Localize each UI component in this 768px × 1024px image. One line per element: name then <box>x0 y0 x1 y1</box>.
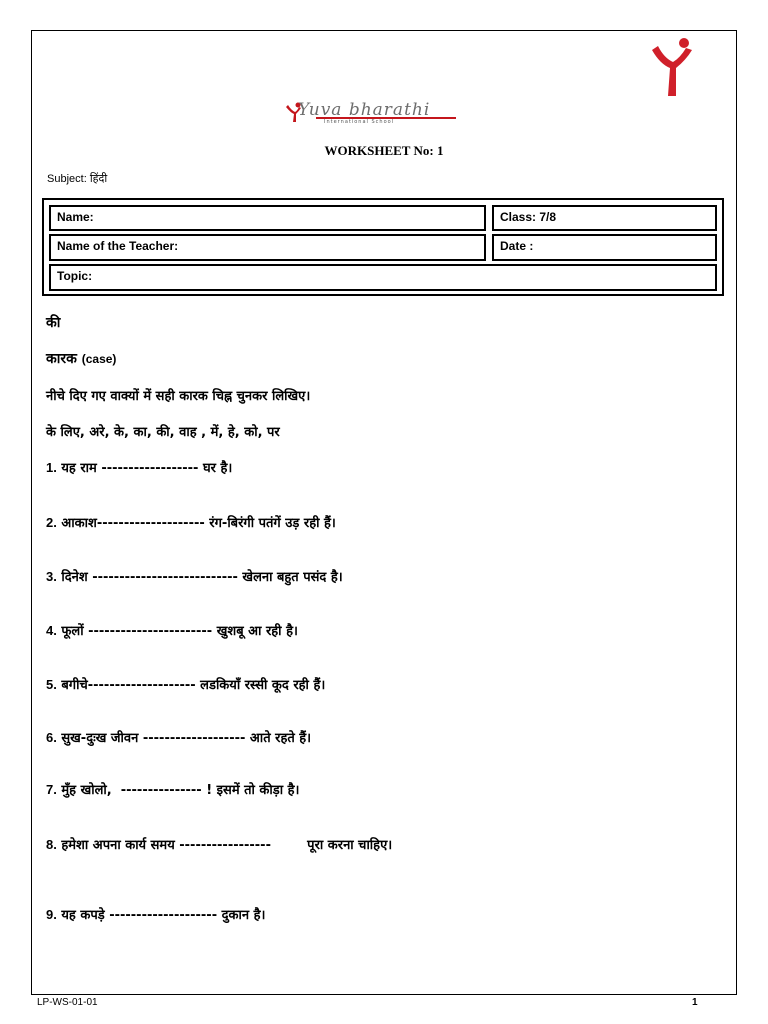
question-number: 5. <box>46 677 57 692</box>
question-1 <box>46 458 232 476</box>
question-text: आकाश-------------------- रंग-बिरंगी पतंगें उड़ रही हैं। <box>61 516 336 531</box>
name-cell: Name: <box>49 205 486 231</box>
question-number: 1. <box>46 460 57 475</box>
question-text: यह कपड़े -------------------- दुकान है। <box>61 908 266 923</box>
question-text: हमेशा अपना कार्य समय ----------------- पूरा करना चाहिए। <box>61 838 393 853</box>
question-text: यह राम ------------------ घर है। <box>61 461 233 476</box>
question-7 <box>46 780 299 798</box>
teacher-cell: Name of the Teacher: <box>49 234 486 261</box>
question-number: 2. <box>46 515 57 530</box>
school-brand-logo <box>286 100 458 130</box>
worksheet-title: WORKSHEET No: 1 <box>324 143 444 158</box>
question-number: 7. <box>46 782 57 797</box>
heading-text: कारक <box>46 351 77 367</box>
question-text: मुँह खोलो, --------------- ! इसमें तो कीड़ा है। <box>61 783 300 798</box>
topic-cell: Topic: <box>49 264 717 291</box>
instruction-text: नीचे दिए गए वाक्यों में सही कारक चिह्न चुनकर लिखिए। <box>46 389 311 404</box>
brand-name: Yuva bharathi <box>298 100 431 120</box>
question-8 <box>46 835 392 853</box>
question-number: 9. <box>46 907 57 922</box>
y-figure-logo-icon <box>650 36 696 98</box>
brand-subtitle: International School <box>324 119 395 125</box>
question-number: 3. <box>46 569 57 584</box>
date-cell: Date : <box>492 234 717 261</box>
question-number: 8. <box>46 837 57 852</box>
question-number: 6. <box>46 730 57 745</box>
question-text: बगीचे-------------------- लडकियाँ रस्सी कूद रही हैं। <box>61 678 326 693</box>
question-4 <box>46 621 298 639</box>
student-info-table <box>42 198 724 296</box>
options-text: के लिए, अरे, के, का, की, वाह , में, हे, को, पर <box>46 425 280 440</box>
subject-label: Subject: <box>47 173 87 185</box>
class-cell: Class: 7/8 <box>492 205 717 231</box>
page-number: 1 <box>692 997 698 1008</box>
subject-value: हिंदी <box>89 173 108 185</box>
heading-case: (case) <box>81 352 117 366</box>
question-text: दिनेश --------------------------- खेलना बहुत पसंद है। <box>61 570 343 585</box>
question-9 <box>46 905 265 923</box>
ki-text: की <box>46 315 61 331</box>
question-number: 4. <box>46 623 57 638</box>
question-5 <box>46 675 325 693</box>
question-6 <box>46 728 311 746</box>
subject-line <box>47 171 107 186</box>
question-text: सुख-दुःख जीवन ------------------- आते रहते हैं। <box>61 731 312 746</box>
question-text: फूलों ----------------------- खुशबू आ रही है। <box>61 624 298 639</box>
footer-code: LP-WS-01-01 <box>37 997 98 1008</box>
question-3 <box>46 567 343 585</box>
section-heading <box>46 349 116 368</box>
question-2 <box>46 513 336 531</box>
